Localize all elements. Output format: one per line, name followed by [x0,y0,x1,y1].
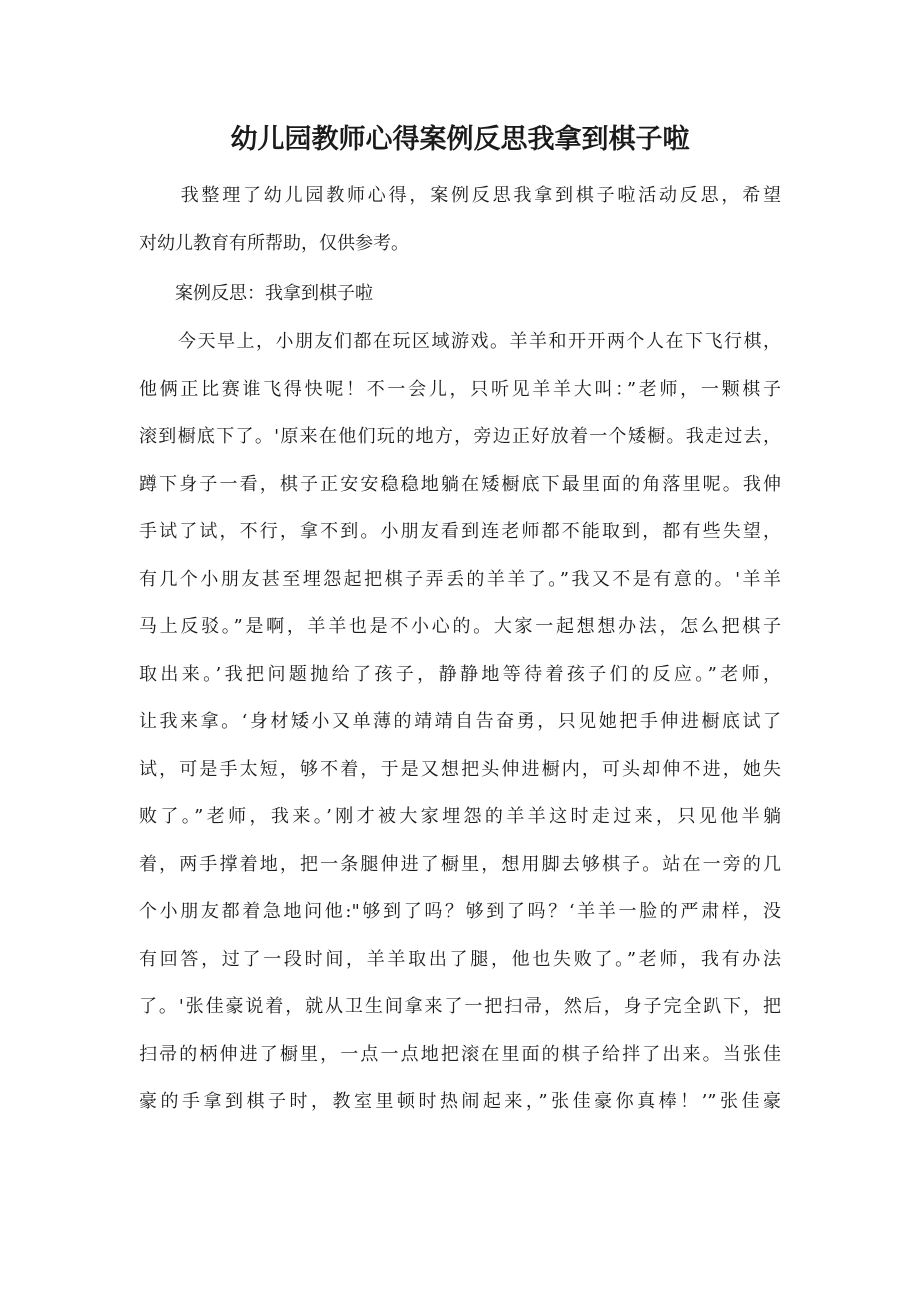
document-title: 幼儿园教师心得案例反思我拿到棋子啦 [230,124,690,155]
text-line: 滚到橱底下了。'原来在他们玩的地方，旁边正好放着一个矮橱。我走过去， [139,426,781,447]
text-line: 有几个小朋友甚至埋怨起把棋子弄丢的羊羊了。”我又不是有意的。'羊羊 [139,568,781,590]
text-line: 我整理了幼儿园教师心得，案例反思我拿到棋子啦活动反思，希望 [139,185,781,206]
case-subheading [139,270,781,318]
text-line: 让我来拿。‘身材矮小又单薄的靖靖自告奋勇，只见她把手伸进橱底试了 [139,711,781,732]
text-line: 了。'张佳豪说着，就从卫生间拿来了一把扫帚，然后，身子完全趴下，把 [139,996,781,1017]
text-line: 试，可是手太短，够不着，于是又想把头伸进橱内，可头却伸不进，她失 [139,758,781,780]
text-line: 个小朋友都着急地问他:"够到了吗？够到了吗？‘羊羊一脸的严肃样，没 [139,901,781,922]
text-line: 今天早上，小朋友们都在玩区域游戏。羊羊和开开两个人在下飞行棋， [139,331,781,352]
subheading-text: 案例反思：我拿到棋子啦 [139,283,373,304]
text-line: 败了。”老师，我来。’刚才被大家埋怨的羊羊这时走过来，只见他半躺 [139,806,781,827]
text-line: 他俩正比赛谁飞得快呢！不一会儿，只听见羊羊大叫：”老师，一颗棋子 [139,378,781,400]
intro-paragraph [139,172,781,267]
body-paragraph [139,318,781,1126]
text-line: 有回答，过了一段时间，羊羊取出了腿，他也失败了。”老师，我有办法 [139,948,781,970]
text-line: 豪的手拿到棋子时，教室里顿时热闹起来，”张佳豪你真棒！’”张佳豪 [139,1091,781,1112]
text-line: 马上反驳。”是啊，羊羊也是不小心的。大家一起想想办法，怎么把棋子 [139,616,781,637]
text-line: 扫帚的柄伸进了橱里，一点一点地把滚在里面的棋子给拌了出来。当张佳 [139,1043,781,1065]
text-line: 着，两手撑着地，把一条腿伸进了橱里，想用脚去够棋子。站在一旁的几 [139,853,781,875]
text-line: 手试了试，不行，拿不到。小朋友看到连老师都不能取到，都有些失望， [139,521,781,542]
text-line: 对幼儿教育有所帮助，仅供参考。 [139,232,409,254]
text-line: 取出来。’我把问题抛给了孩子，静静地等待着孩子们的反应。”老师， [139,663,781,685]
text-line: 蹲下身子一看，棋子正安安稳稳地躺在矮橱底下最里面的角落里呢。我伸 [139,473,781,495]
